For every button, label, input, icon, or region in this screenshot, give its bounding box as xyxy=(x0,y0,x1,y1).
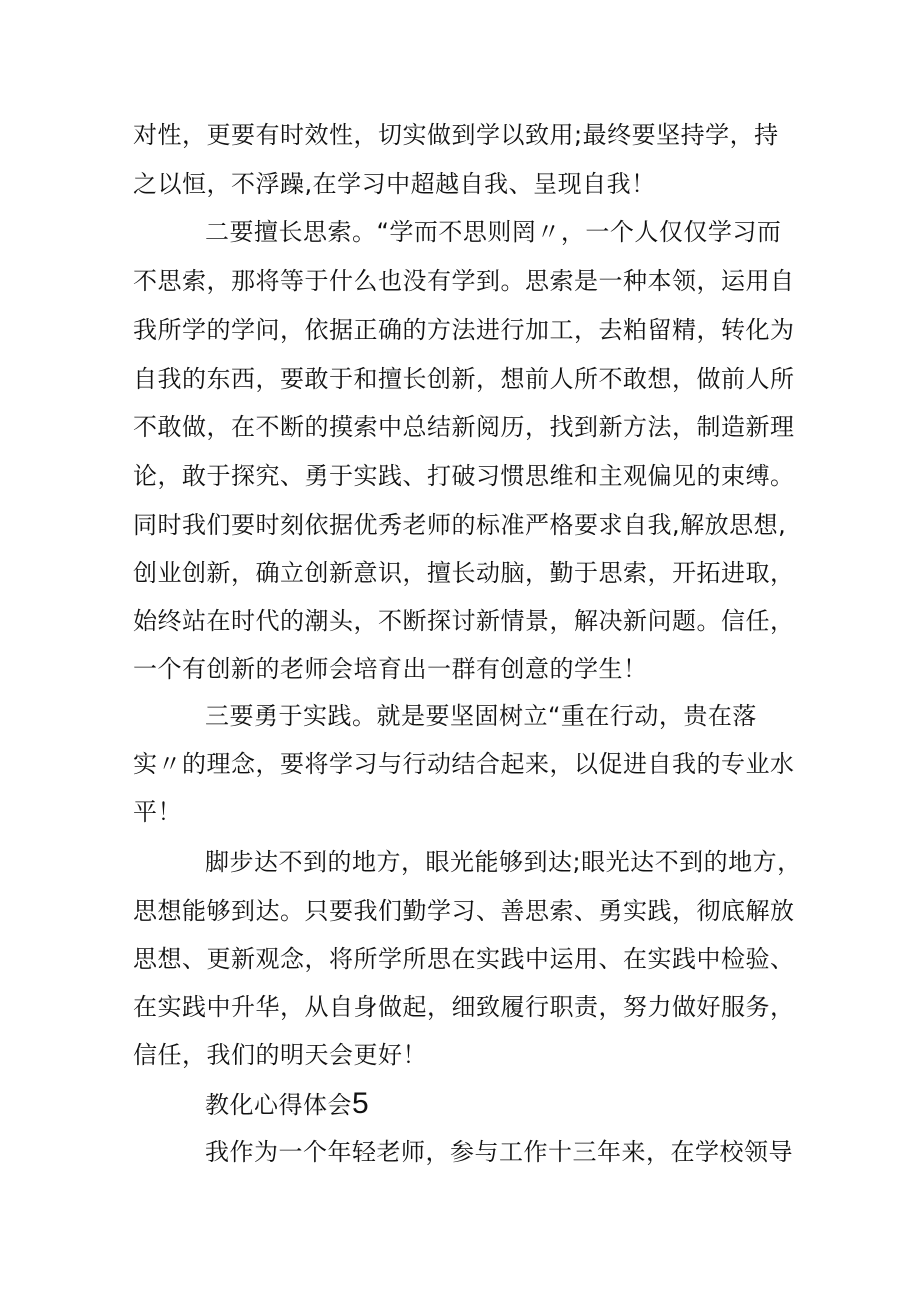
body-line: 之以恒，不浮躁,在学习中超越自我、呈现自我！ xyxy=(133,170,656,198)
body-line: 信任，我们的明天会更好！ xyxy=(133,1041,427,1069)
body-line: 一个有创新的老师会培育出一群有创意的学生！ xyxy=(133,655,648,683)
body-line: 思想能够到达。只要我们勤学习、善思索、勇实践，彻底解放 xyxy=(133,897,795,925)
body-line: 平！ xyxy=(133,798,182,826)
body-line: 我作为一个年轻老师，参与工作十三年来，在学校领导 xyxy=(205,1138,793,1166)
body-line: 同时我们要时刻依据优秀老师的标准严格要求自我,解放思想, xyxy=(133,511,787,539)
body-line: 实〃的理念，要将学习与行动结合起来，以促进自我的专业水 xyxy=(133,750,795,778)
section-heading-number: 5 xyxy=(352,1087,370,1120)
body-line: 始终站在时代的潮头，不断探讨新情景，解决新问题。信任， xyxy=(133,607,795,635)
body-line: 思想、更新观念，将所学所思在实践中运用、在实践中检验、 xyxy=(133,945,795,973)
body-line: 对性，更要有时效性，切实做到学以致用;最终要坚持学，持 xyxy=(133,121,779,149)
section-heading xyxy=(205,1089,605,1120)
section-heading-text: 教化心得体会 xyxy=(205,1091,352,1119)
body-line: 脚步达不到的地方，眼光能够到达;眼光达不到的地方， xyxy=(205,848,802,876)
body-line: 自我的东西，要敢于和擅长创新，想前人所不敢想，做前人所 xyxy=(133,365,795,393)
body-line: 不敢做，在不断的摸索中总结新阅历，找到新方法，制造新理 xyxy=(133,413,795,441)
body-line: 不思索，那将等于什么也没有学到。思索是一种本领，运用自 xyxy=(133,267,795,295)
body-line: 三要勇于实践。就是要坚固树立“重在行动，贵在落 xyxy=(205,702,757,730)
body-line: 我所学的学问，依据正确的方法进行加工，去粕留精，转化为 xyxy=(133,316,795,344)
body-line: 创业创新，确立创新意识，擅长动脑，勤于思索，开拓进取， xyxy=(133,559,795,587)
body-line: 论，敢于探究、勇于实践、打破习惯思维和主观偏见的束缚。 xyxy=(133,462,795,490)
body-line: 在实践中升华，从自身做起，细致履行职责，努力做好服务， xyxy=(133,993,795,1021)
body-line: 二要擅长思索。“学而不思则罔〃，一个人仅仅学习而 xyxy=(205,218,782,246)
